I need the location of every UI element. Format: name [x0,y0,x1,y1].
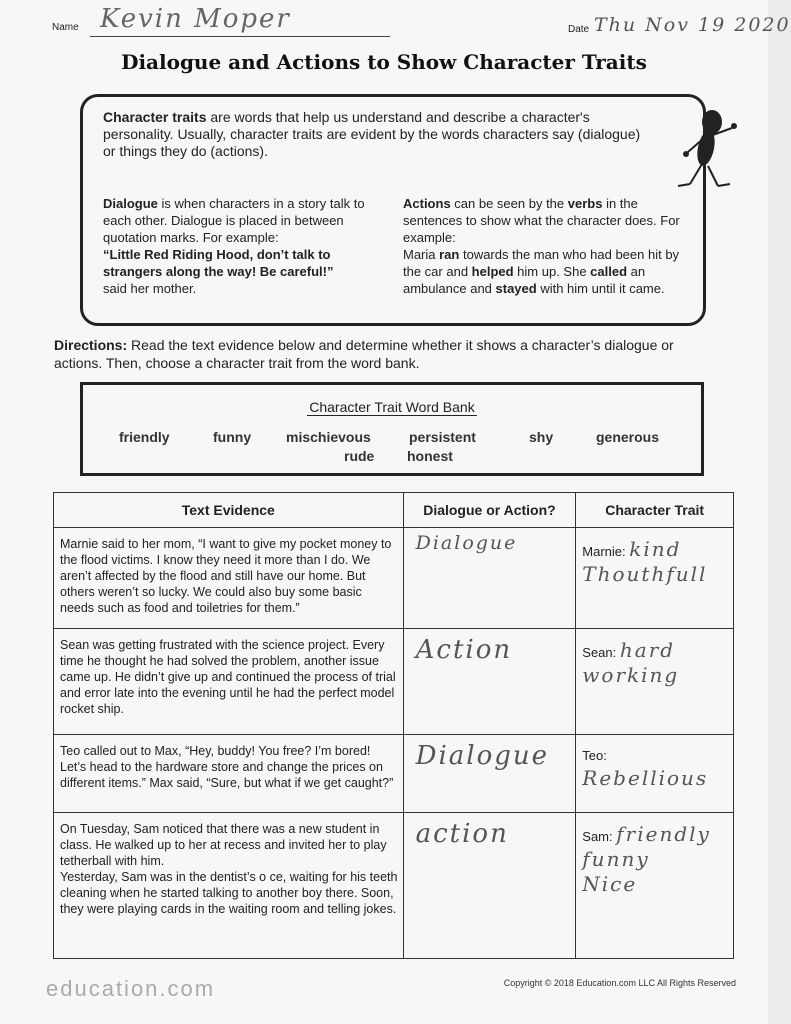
date-value: Thu Nov 19 2020 [594,14,791,36]
word-generous: generous [596,429,660,445]
trait-cell[interactable] [576,735,734,813]
intro-paragraph: Character traits are words that help us understand and describe a character's personality. Usually, character traits are evident by the words characters say (dialogue) or things they do (actions). [103,109,641,159]
answer-cell[interactable] [403,735,576,813]
name-value: Kevin Moper [100,4,291,34]
trait-value: hard [619,638,676,662]
word-bank-title: Character Trait Word Bank [309,399,475,415]
word-shy: shy [529,429,554,445]
word-honest: honest [407,448,453,464]
directions: Directions: Read the text evidence below and determine whether it shows a character’s dialogue or actions. Then, choose a character trait from the word bank. [54,337,674,371]
trait-value: kind [629,537,682,561]
word-bank [80,382,704,476]
name-label: Name [52,22,79,33]
trait-value: Rebellious [582,766,709,790]
evidence-table [53,492,734,959]
answer-value: Dialogue [415,741,550,771]
trait-label: Sam: [582,829,613,844]
word-friendly: friendly [119,429,170,445]
header-dialogue-or-action: Dialogue or Action? [403,493,576,528]
trait-cell[interactable] [576,629,734,735]
header-character-trait: Character Trait [576,493,734,528]
trait-value: Nice [582,872,638,896]
answer-cell[interactable] [403,528,576,629]
trait-value: funny [582,847,650,871]
date-label: Date [568,24,590,35]
trait-value: friendly [616,822,711,846]
answer-value: Dialogue [415,532,518,554]
table-header-row [54,493,734,528]
table-row [54,735,734,813]
answer-cell[interactable] [403,813,576,959]
worksheet-title: Dialogue and Actions to Show Character Traits [121,50,647,74]
table-row [54,813,734,959]
word-mischievous: mischievous [286,429,371,445]
answer-value: Action [415,635,513,665]
trait-value: Thouthfull [582,562,708,586]
answer-value: action [415,819,509,849]
table-row [54,629,734,735]
trait-label: Teo: [582,748,607,763]
dialogue-definition: Dialogue is when characters in a story talk to each other. Dialogue is placed in between quotation marks. For example: “Little Red Riding Hood, don’t talk to strangers along the way! Be careful!” said her mother. [103,196,365,296]
header [52,4,791,44]
trait-cell[interactable] [576,813,734,959]
evidence-cell: Teo called out to Max, “Hey, buddy! You free? I’m bored! Let’s head to the hardware store and change the prices on different items.” Max said, “Sure, but what if we get caught?” [54,735,404,813]
answer-cell[interactable] [403,629,576,735]
intro-box [80,94,706,326]
word-funny: funny [213,429,252,445]
copyright: Copyright © 2018 Education.com LLC All Rights Reserved [503,978,736,988]
word-persistent: persistent [409,429,476,445]
evidence-cell: On Tuesday, Sam noticed that there was a new student in class. He walked up to her at recess and invited her to play tetherball with him. Yesterday, Sam was in the dentist’s o ce, waiting for his teeth cleaning when he started talking to another boy there. Soon, they were playing cards in the waiting room and telling jokes. [54,813,404,959]
header-text-evidence: Text Evidence [54,493,404,528]
name-line [90,36,390,37]
actions-definition: Actions can be seen by the verbs in the sentences to show what the character does. For example: Maria ran towards the man who had been hit by the car and helped him up. She called an ambulance and stayed with him until it came. [403,196,680,296]
word-rude: rude [344,448,375,464]
evidence-cell: Marnie said to her mom, “I want to give my pocket money to the flood victims. I know they need it more than I do. We aren’t affected by the flood and still have our home. But others weren’t so lucky. We could also buy some basic needs such as food and toiletries for them.” [54,528,404,629]
trait-label: Sean: [582,645,617,660]
evidence-cell: Sean was getting frustrated with the science project. Every time he thought he had solved the problem, another issue came up. He didn’t give up and continued the process of trial and error late into the evening until he had the perfect model rocket ship. [54,629,404,735]
education-logo: education.com [46,976,216,1001]
trait-label: Marnie: [582,544,626,559]
trait-cell[interactable] [576,528,734,629]
table-row [54,528,734,629]
stick-figure-icon [670,100,740,210]
trait-value: working [582,663,680,687]
